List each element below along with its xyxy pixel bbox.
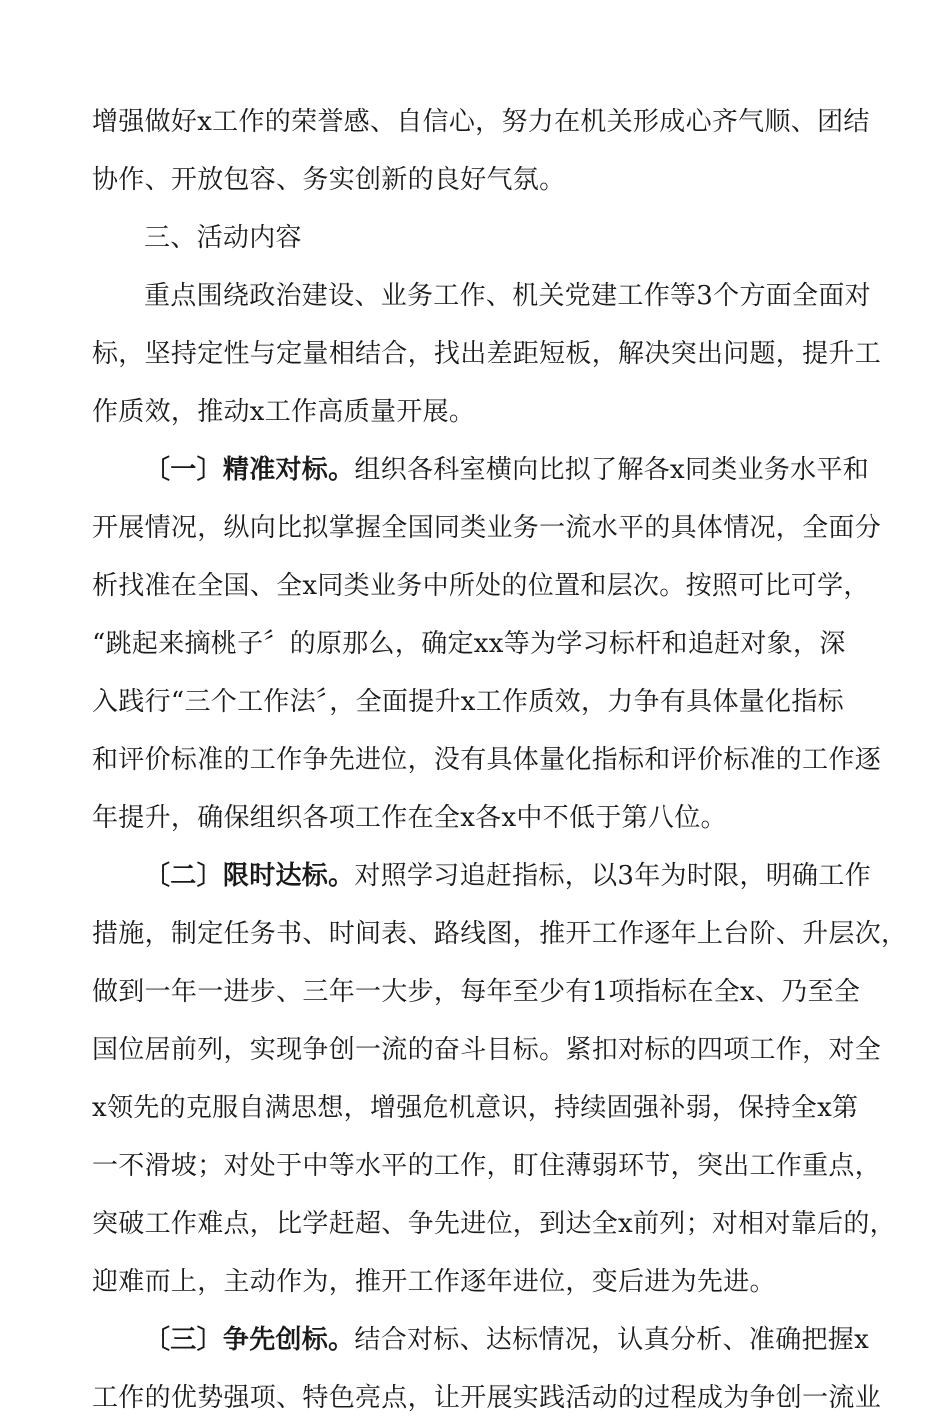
subsection-lead: 〔二〕限时达标。	[144, 861, 355, 891]
subsection-lead: 〔一〕精准对标。	[144, 455, 355, 485]
paragraph-line: 和评价标准的工作争先进位，没有具体量化指标和评价标准的工作逐	[92, 745, 882, 775]
paragraph-line: “跳起来摘桃子〞的原那么，确定xx等为学习标杆和追赶对象，深	[92, 629, 846, 659]
paragraph-line: 增强做好x工作的荣誉感、自信心，努力在机关形成心齐气顺、团结	[92, 107, 870, 137]
paragraph-line: 工作的优势强项、特色亮点，让开展实践活动的过程成为争创一流业	[92, 1383, 882, 1413]
subsection-lead: 〔三〕争先创标。	[144, 1325, 355, 1355]
paragraph-line: 开展情况，纵向比拟掌握全国同类业务一流水平的具体情况，全面分	[92, 513, 882, 543]
paragraph-line: 国位居前列，实现争创一流的奋斗目标。紧扣对标的四项工作，对全	[92, 1035, 882, 1065]
paragraph-text: 组织各科室横向比拟了解各x同类业务水平和	[354, 455, 870, 485]
paragraph-line: 析找准在全国、全x同类业务中所处的位置和层次。按照可比可学，	[92, 571, 870, 601]
paragraph-line: 年提升，确保组织各项工作在全x各x中不低于第八位。	[92, 803, 727, 833]
paragraph-line: x领先的克服自满思想，增强危机意识，持续固强补弱，保持全x第	[92, 1093, 859, 1123]
paragraph-first-line	[92, 441, 870, 499]
paragraph-line: 迎难而上，主动作为，推开工作逐年进位，变后进为先进。	[92, 1267, 776, 1297]
document-page	[92, 93, 908, 1427]
paragraph-first-line	[92, 847, 871, 905]
paragraph-line: 协作、开放包容、务实创新的良好气氛。	[92, 165, 566, 195]
paragraph-line: 入践行“三个工作法〞，全面提升x工作质效，力争有具体量化指标	[92, 687, 844, 717]
paragraph-text: 对照学习追赶指标，以3年为时限，明确工作	[354, 861, 871, 891]
paragraph-line: 突破工作难点，比学赶超、争先进位，到达全x前列；对相对靠后的，	[92, 1209, 896, 1239]
paragraph-line: 标，坚持定性与定量相结合，找出差距短板，解决突出问题，提升工	[92, 339, 882, 369]
paragraph-first-line	[92, 1311, 870, 1369]
paragraph-text: 结合对标、达标情况，认真分析、准确把握x	[354, 1325, 870, 1355]
section-heading: 三、活动内容	[144, 223, 302, 253]
paragraph-line: 做到一年一进步、三年一大步，每年至少有1项指标在全x、乃至全	[92, 977, 861, 1007]
paragraph-line: 措施，制定任务书、时间表、路线图，推开工作逐年上台阶、升层次，	[92, 919, 908, 949]
paragraph-line: 一不滑坡；对处于中等水平的工作，盯住薄弱环节，突出工作重点，	[92, 1151, 882, 1181]
paragraph-line: 重点围绕政治建设、业务工作、机关党建工作等3个方面全面对	[144, 281, 871, 311]
paragraph-line: 作质效，推动x工作高质量开展。	[92, 397, 476, 427]
